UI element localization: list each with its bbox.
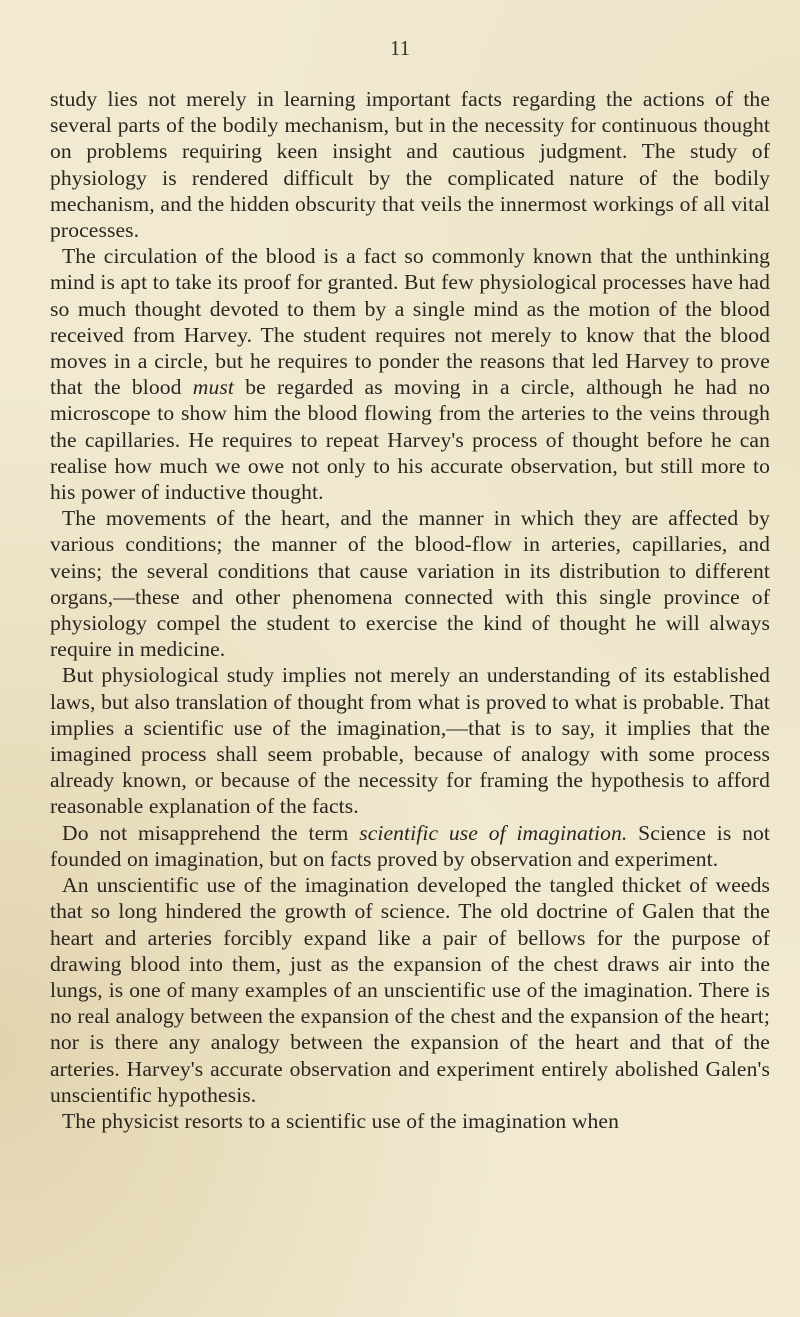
paragraph-5-text-after: Science is not founded on imagination, but on facts proved by observation and experiment. <box>50 820 770 871</box>
paragraph-1-text: study lies not merely in learning important facts regarding the actions of the several parts of the bodily mechanism, but in the necessity for continuous thought on problems requiring keen insight and cautious judgment. The study of physiology is rendered difficult by the complicated nature of the bodily mechanism, and the hidden obscurity that veils the innermost workings of all vital processes. <box>50 87 770 243</box>
paragraph-2-text-after: be regarded as moving in a circle, although he had no microscope to show him the blood flowing from the arteries to the veins through the capillaries. He requires to repeat Harvey's process of thought before he can realise how much we owe not only to his accurate observation, but still more to his power of inductive thought. <box>50 375 770 505</box>
paragraph-4 <box>50 662 770 819</box>
paragraph-4-text: But physiological study implies not merely an understanding of its established laws, but also translation of thought from what is proved to what is probable. That implies a scientific use of the imagination,—that is to say, it implies that the imagined process shall seem probable, because of analogy with some process already known, or because of the necessity for framing the hypothesis to afford reasonable explanation of the facts. <box>50 663 770 819</box>
paragraph-1 <box>50 86 770 243</box>
paragraph-3-text: The movements of the heart, and the manner in which they are affected by various conditions; the manner of the blood-flow in arteries, capillaries, and veins; the several conditions that cause variation in its distribution to different organs,—these and other phenomena connected with this single province of physiology compel the student to exercise the kind of thought he will always require in medicine. <box>50 506 770 662</box>
paragraph-5 <box>50 820 770 872</box>
paragraph-7-text: The physicist resorts to a scientific use of the imagination when <box>62 1108 620 1133</box>
paragraph-2-italic: must <box>192 375 234 400</box>
paragraph-2 <box>50 243 770 505</box>
paragraph-5-italic: scientific use of imagination. <box>359 820 628 845</box>
paragraph-5-text: Do not misapprehend the term <box>62 820 360 845</box>
paragraph-6 <box>50 872 770 1108</box>
paragraph-7 <box>50 1108 770 1134</box>
page-number: 11 <box>389 36 411 60</box>
paragraph-2-text: The circulation of the blood is a fact so commonly known that the unthinking mind is apt to take its proof for granted. But few physiological processes have had so much thought devoted to them by a single mind as the motion of the blood received from Harvey. The student requires not merely to know that the blood moves in a circle, but he requires to ponder the reasons that led Harvey to prove that the blood <box>50 244 770 400</box>
paragraph-6-text: An unscientific use of the imagination developed the tangled thicket of weeds that so long hindered the growth of science. The old doctrine of Galen that the heart and arteries forcibly expand like a pair of bellows for the purpose of drawing blood into them, just as the expansion of the chest draws air into the lungs, is one of many examples of an unscientific use of the imagination. There is no real analogy between the expansion of the chest and the expansion of the heart; nor is there any analogy between the expansion of the heart and that of the arteries. Harvey's accurate observation and experiment entirely abolished Galen's unscientific hypothesis. <box>50 873 770 1107</box>
body-text <box>50 86 770 1134</box>
paragraph-3 <box>50 505 770 662</box>
